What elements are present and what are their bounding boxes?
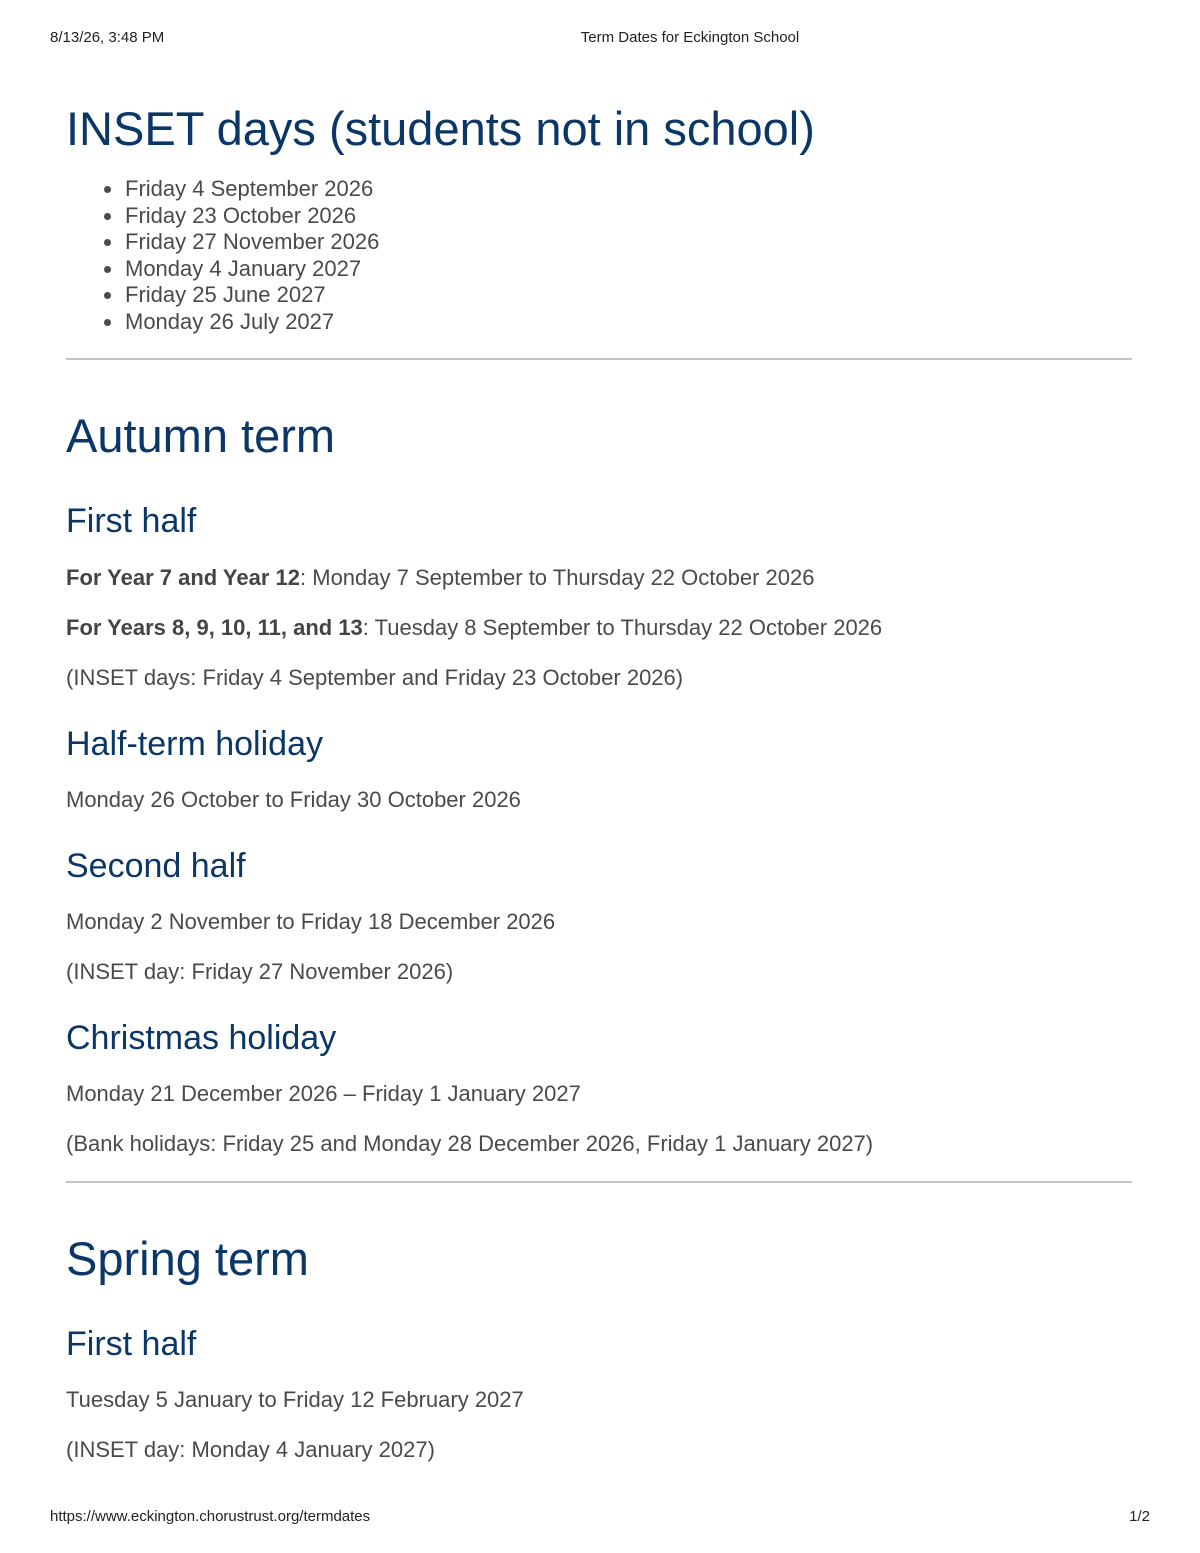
date-range: : Tuesday 8 September to Thursday 22 October 2026	[362, 615, 883, 640]
list-item: Friday 4 September 2026	[125, 176, 1132, 203]
list-item: Friday 25 June 2027	[125, 282, 1132, 309]
date-range: : Monday 7 September to Thursday 22 October 2026	[300, 565, 815, 590]
autumn-first-half-year7-12	[66, 563, 1132, 593]
spring-term-heading: Spring term	[66, 1232, 309, 1285]
print-header-title: Term Dates for Eckington School	[580, 29, 800, 46]
autumn-term-heading: Autumn term	[66, 409, 336, 462]
autumn-first-half-heading: First half	[66, 502, 197, 540]
inset-days-list	[66, 176, 1132, 335]
autumn-first-half-years8-13	[66, 613, 1132, 643]
print-header-datetime: 8/13/26, 3:48 PM	[50, 29, 165, 46]
autumn-second-half-dates: Monday 2 November to Friday 18 December 2026	[66, 909, 556, 934]
list-item: Monday 4 January 2027	[125, 256, 1132, 283]
spring-first-half-heading: First half	[66, 1325, 197, 1363]
section-divider	[66, 1181, 1132, 1183]
list-item: Friday 27 November 2026	[125, 229, 1132, 256]
print-footer-page-number: 1/2	[1129, 1508, 1150, 1525]
christmas-holiday-dates: Monday 21 December 2026 – Friday 1 January 2027	[66, 1081, 581, 1106]
christmas-holiday-heading: Christmas holiday	[66, 1019, 337, 1057]
autumn-first-half-inset-note: (INSET days: Friday 4 September and Friday 23 October 2026)	[66, 665, 684, 690]
section-divider	[66, 358, 1132, 360]
inset-days-heading: INSET days (students not in school)	[66, 102, 815, 155]
list-item: Friday 23 October 2026	[125, 203, 1132, 230]
list-item: Monday 26 July 2027	[125, 309, 1132, 336]
print-footer-url: https://www.eckington.chorustrust.org/termdates	[50, 1508, 371, 1525]
autumn-second-half-inset-note: (INSET day: Friday 27 November 2026)	[66, 959, 454, 984]
page-content	[66, 100, 1132, 1465]
spring-first-half-dates: Tuesday 5 January to Friday 12 February 2027	[66, 1387, 524, 1412]
year-group-label: For Years 8, 9, 10, 11, and 13	[66, 615, 363, 640]
half-term-holiday-dates: Monday 26 October to Friday 30 October 2026	[66, 787, 521, 812]
half-term-holiday-heading: Half-term holiday	[66, 725, 323, 763]
christmas-bank-holidays-note: (Bank holidays: Friday 25 and Monday 28 December 2026, Friday 1 January 2027)	[66, 1131, 874, 1156]
spring-first-half-inset-note: (INSET day: Monday 4 January 2027)	[66, 1437, 435, 1462]
autumn-second-half-heading: Second half	[66, 847, 246, 885]
year-group-label: For Year 7 and Year 12	[66, 565, 301, 590]
